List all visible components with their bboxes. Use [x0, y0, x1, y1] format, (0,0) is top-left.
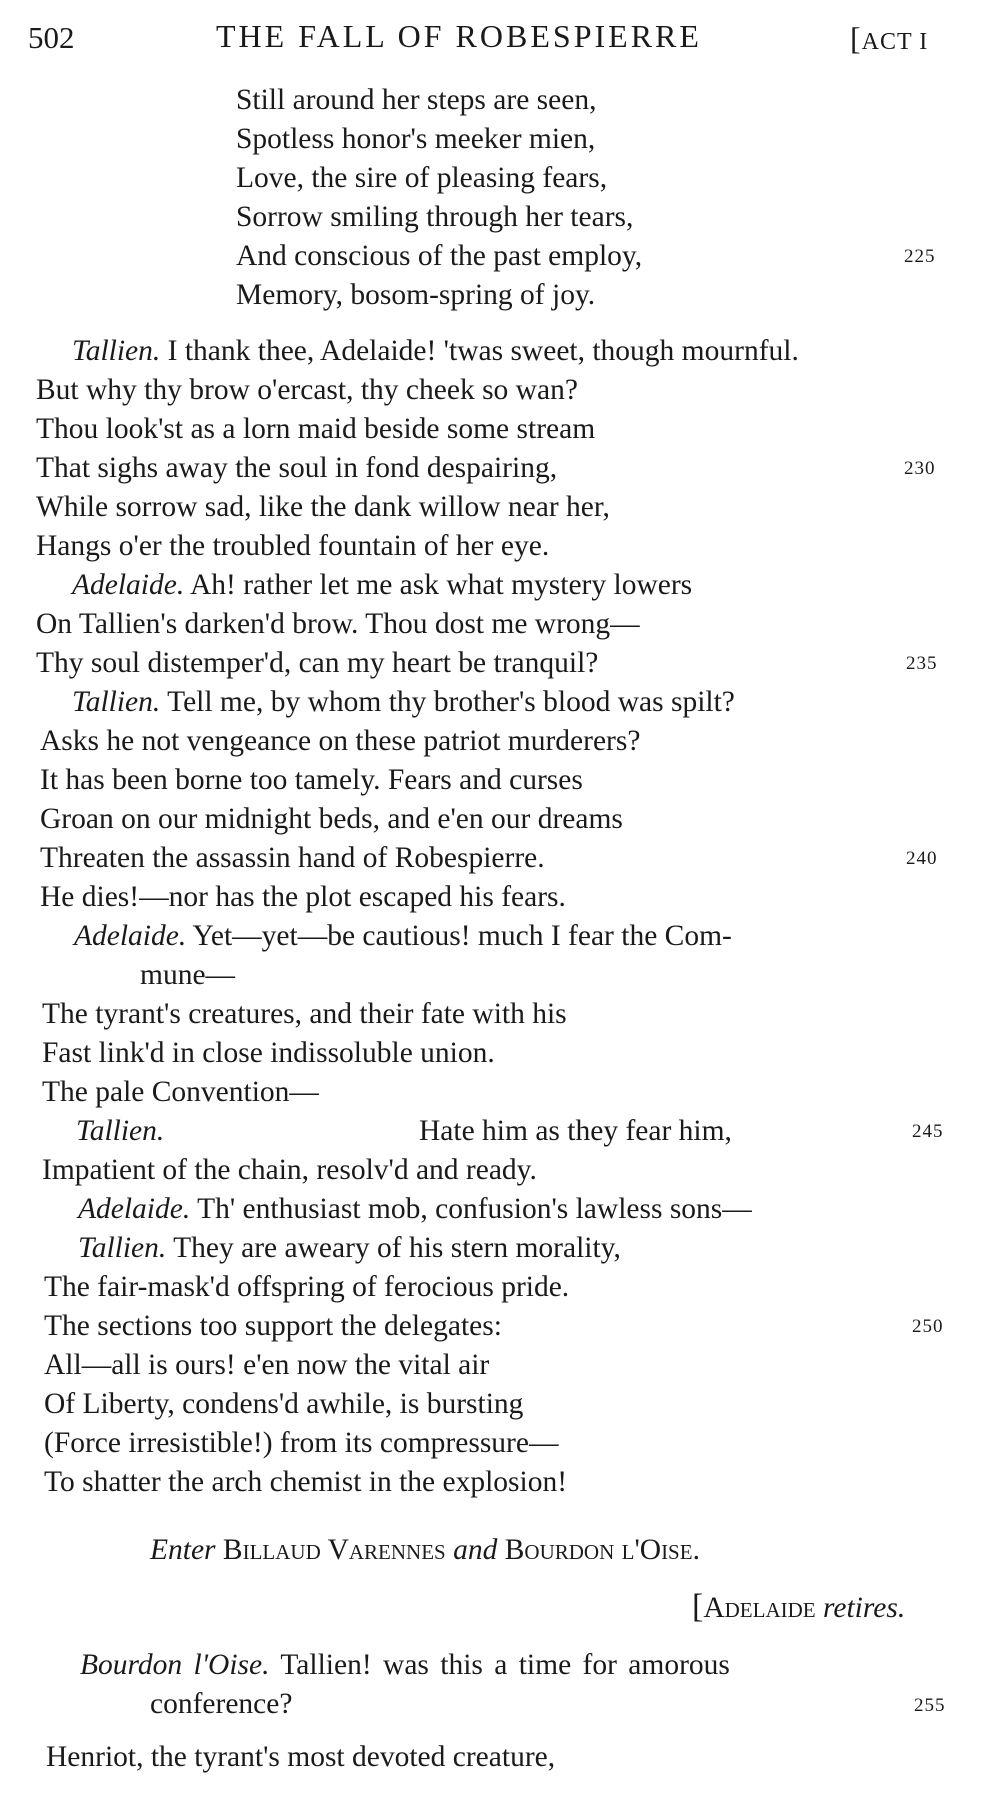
line-text: Ah! rather let me ask what mystery lowers: [189, 569, 693, 601]
song-line: Sorrow smiling through her tears,: [236, 201, 634, 233]
line-text: Hate him as they fear him,: [419, 1115, 732, 1147]
song-line: Love, the sire of pleasing fears,: [236, 162, 608, 194]
line-text: Th' enthusiast mob, confusion's lawless sons—: [197, 1193, 752, 1225]
dialogue-line: [78, 1190, 752, 1228]
running-title: THE FALL OF ROBESPIERRE: [216, 18, 702, 54]
speaker-name: Adelaide.: [74, 920, 187, 952]
character-name: Billaud Varennes: [222, 1534, 446, 1566]
dialogue-line: [72, 566, 692, 604]
stage-direction-exit: [692, 1588, 905, 1627]
line-number: 230: [904, 458, 936, 479]
act-label: [850, 20, 928, 57]
speaker-name: Tallien.: [72, 335, 161, 367]
song-line: Spotless honor's meeker mien,: [236, 123, 596, 155]
line-number: 245: [912, 1121, 944, 1142]
line-number: 225: [904, 246, 936, 267]
line-number: 240: [906, 848, 938, 869]
dialogue-line: All—all is ours! e'en now the vital air: [44, 1349, 490, 1381]
dialogue-line: Impatient of the chain, resolv'd and ready.: [42, 1154, 537, 1186]
dialogue-line: Groan on our midnight beds, and e'en our dreams: [40, 803, 623, 835]
dialogue-line: Threaten the assassin hand of Robespierre.: [40, 842, 545, 874]
speaker-name: Adelaide.: [72, 569, 185, 601]
dialogue-line: Fast link'd in close indissoluble union.: [42, 1037, 495, 1069]
speaker-name: Adelaide.: [78, 1193, 191, 1225]
stage-direction-enter: [150, 1531, 700, 1569]
enter-word: Enter: [150, 1534, 216, 1566]
line-number: 235: [906, 653, 938, 674]
dialogue-line: Asks he not vengeance on these patriot murderers?: [40, 725, 641, 757]
act-bracket: [: [850, 20, 862, 56]
line-text: Yet—yet—be cautious! much I fear the Com-: [192, 920, 732, 952]
speaker-name: Tallien.: [76, 1115, 165, 1147]
dialogue-line: On Tallien's darken'd brow. Thou dost me wrong—: [36, 608, 640, 640]
conjunction: and: [453, 1534, 498, 1566]
dialogue-line: He dies!—nor has the plot escaped his fears.: [40, 881, 566, 913]
dialogue-line: The fair-mask'd offspring of ferocious pride.: [44, 1271, 570, 1303]
dialogue-line: But why thy brow o'ercast, thy cheek so wan?: [36, 374, 578, 406]
dialogue-line: Henriot, the tyrant's most devoted creature,: [46, 1741, 556, 1773]
song-line: Memory, bosom-spring of joy.: [236, 279, 596, 311]
dialogue-line: To shatter the arch chemist in the explosion!: [44, 1466, 568, 1498]
dialogue-line: The sections too support the delegates:: [44, 1310, 502, 1342]
line-number: 250: [912, 1316, 944, 1337]
speaker-name: Bourdon l'Oise.: [80, 1649, 270, 1681]
speaker-name: Tallien.: [72, 686, 161, 718]
line-text: I thank thee, Adelaide! 'twas sweet, though mournful.: [167, 335, 799, 367]
character-name: Bourdon l'Oise.: [504, 1534, 700, 1566]
dialogue-line: The tyrant's creatures, and their fate with his: [42, 998, 567, 1030]
dialogue-line: [72, 332, 799, 370]
dialogue-line: Thy soul distemper'd, can my heart be tranquil?: [36, 647, 599, 679]
dialogue-line: It has been borne too tamely. Fears and curses: [40, 764, 583, 796]
dialogue-line: mune—: [140, 959, 236, 991]
dialogue-line: [80, 1646, 730, 1684]
dialogue-line: conference?: [150, 1688, 293, 1720]
dialogue-line: The pale Convention—: [42, 1076, 319, 1108]
line-text: Tallien! was this a time for amorous: [280, 1649, 730, 1681]
song-line: And conscious of the past employ,: [236, 240, 643, 272]
dialogue-line: That sighs away the soul in fond despairing,: [36, 452, 558, 484]
dialogue-line: [78, 1229, 621, 1267]
exit-word: retires.: [822, 1592, 906, 1624]
dialogue-line: [76, 1112, 732, 1150]
dialogue-line: (Force irresistible!) from its compressure—: [44, 1427, 559, 1459]
song-line: Still around her steps are seen,: [236, 84, 597, 116]
line-text: They are aweary of his stern morality,: [173, 1232, 621, 1264]
dialogue-line: Hangs o'er the troubled fountain of her eye.: [36, 530, 550, 562]
dialogue-line: Of Liberty, condens'd awhile, is bursting: [44, 1388, 524, 1420]
exit-bracket: [: [692, 1588, 704, 1625]
dialogue-line: [74, 917, 732, 955]
character-name: Adelaide: [703, 1592, 816, 1624]
line-text: Tell me, by whom thy brother's blood was spilt?: [167, 686, 735, 718]
dialogue-line: While sorrow sad, like the dank willow near her,: [36, 491, 610, 523]
page-number: 502: [28, 20, 75, 55]
line-number: 255: [914, 1695, 946, 1716]
speaker-name: Tallien.: [78, 1232, 167, 1264]
act-text: ACT I: [861, 29, 929, 55]
dialogue-line: [72, 683, 735, 721]
dialogue-line: Thou look'st as a lorn maid beside some stream: [36, 413, 596, 445]
